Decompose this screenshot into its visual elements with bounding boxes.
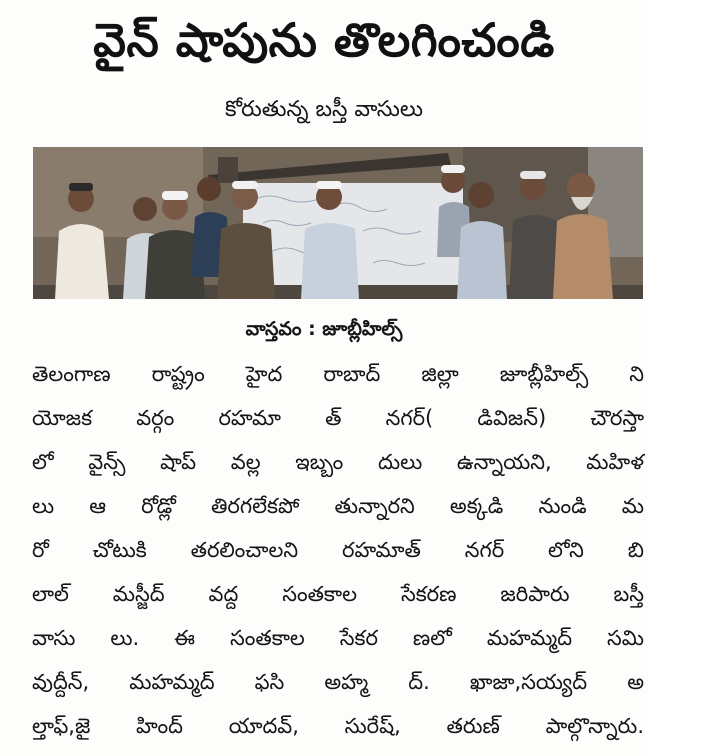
group-photo-icon (33, 147, 643, 299)
headline: వైన్ షాపును తొలగించండి (93, 13, 555, 67)
article-line: ల్తాఫ్,జై హింద్ యాదవ్, సురేష్, తరుణ్ పాల్గొన్నారు. (32, 714, 644, 738)
article-line: యోజక వర్గం రహమా త్ నగర్( డివిజన్) చౌరస్తా (32, 406, 644, 430)
article-line: తెలంగాణ రాష్ట్రం హైద రాబాద్ జిల్లా జూబ్లీహిల్స్ ని (32, 362, 644, 386)
subheadline: కోరుతున్న బస్తీ వాసులు (224, 97, 424, 122)
news-photo (33, 147, 643, 299)
article-line: లు ఆ రోడ్లో తిరగలేకపో తున్నారని అక్కడి నుండి మ (32, 494, 644, 518)
article-line: రో చోటుకి తరలించాలని రహమాత్ నగర్ లోని బి (32, 538, 644, 562)
article-line: లాల్ మస్జీద్ వద్ద సంతకాల సేకరణ జరిపారు బస్తీ (32, 582, 644, 606)
article-line: వుద్దీన్, మహమ్మద్ ఫసి అహ్మ ద్. ఖాజా,సయ్యద్ అ (32, 670, 644, 694)
article-line: లో వైన్స్ షాప్ వల్ల ఇబ్బం దులు ఉన్నాయని, మహిళ (32, 450, 644, 474)
article-line: వాసు లు. ఈ సంతకాల సేకర ణలో మహమ్మద్ సమి (32, 626, 644, 650)
dateline: వాస్తవం : జూబ్లీహిల్స్ (245, 318, 403, 340)
article-body (32, 352, 644, 748)
